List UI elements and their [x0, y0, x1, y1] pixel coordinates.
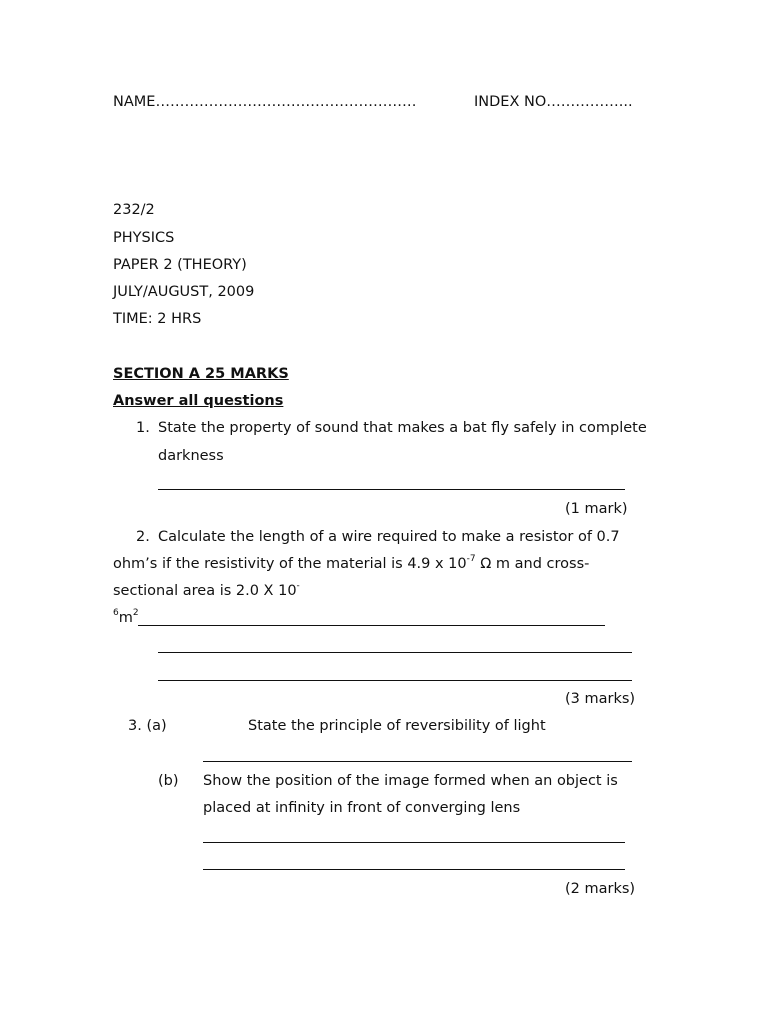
question-2-marks: (3 marks): [565, 691, 636, 707]
question-3a-number: 3. (a): [128, 718, 167, 734]
exponent: 6: [113, 608, 119, 619]
question-2-text-line-1: Calculate the length of a wire required to make a resistor of 0.7: [158, 529, 620, 545]
answer-line: [203, 761, 632, 762]
answer-line: [158, 680, 632, 681]
exam-time: TIME: 2 HRS: [113, 311, 202, 327]
exponent: -: [296, 581, 300, 592]
exam-date: JULY/AUGUST, 2009: [113, 284, 255, 300]
paper-title: PAPER 2 (THEORY): [113, 257, 247, 273]
question-3-marks: (2 marks): [565, 881, 636, 897]
question-2-text-line-3: sectional area is 2.0 X 10-: [113, 581, 300, 599]
question-2-text-line-2: ohm’s if the resistivity of the material is 4.9 x $10^{-7}$ Ω m and cross-: [113, 554, 590, 572]
name-field: NAME………………………………………………: [113, 94, 417, 110]
question-1-text-line-1: State the property of sound that makes a bat fly safely in complete: [158, 420, 647, 436]
answer-line: [203, 869, 625, 870]
index-number-field: INDEX NO……………...: [474, 94, 633, 110]
question-3a-text: State the principle of reversibility of light: [248, 718, 546, 734]
exponent: 2: [132, 608, 139, 619]
question-3b-text-line-2: placed at infinity in front of converging lens: [203, 800, 521, 816]
answer-line: [158, 652, 632, 653]
answer-line: [158, 489, 625, 490]
answer-line: [203, 842, 625, 843]
question-1-marks: (1 mark): [565, 501, 628, 517]
question-1-text-line-2: darkness: [158, 448, 224, 464]
exponent: -7: [466, 554, 476, 565]
section-title: SECTION A 25 MARKS: [113, 366, 289, 382]
question-3b-text-line-1: Show the position of the image formed when an object is: [203, 773, 618, 789]
paper-code: 232/2: [113, 202, 155, 218]
question-1-number: 1.: [136, 420, 150, 436]
question-3b-label: (b): [158, 773, 179, 789]
question-2-text-line-4: $^6m^2$: [113, 608, 139, 626]
question-2-number: 2.: [136, 529, 150, 545]
subject: PHYSICS: [113, 230, 175, 246]
section-instruction: Answer all questions: [113, 393, 284, 409]
answer-line: [138, 625, 605, 626]
